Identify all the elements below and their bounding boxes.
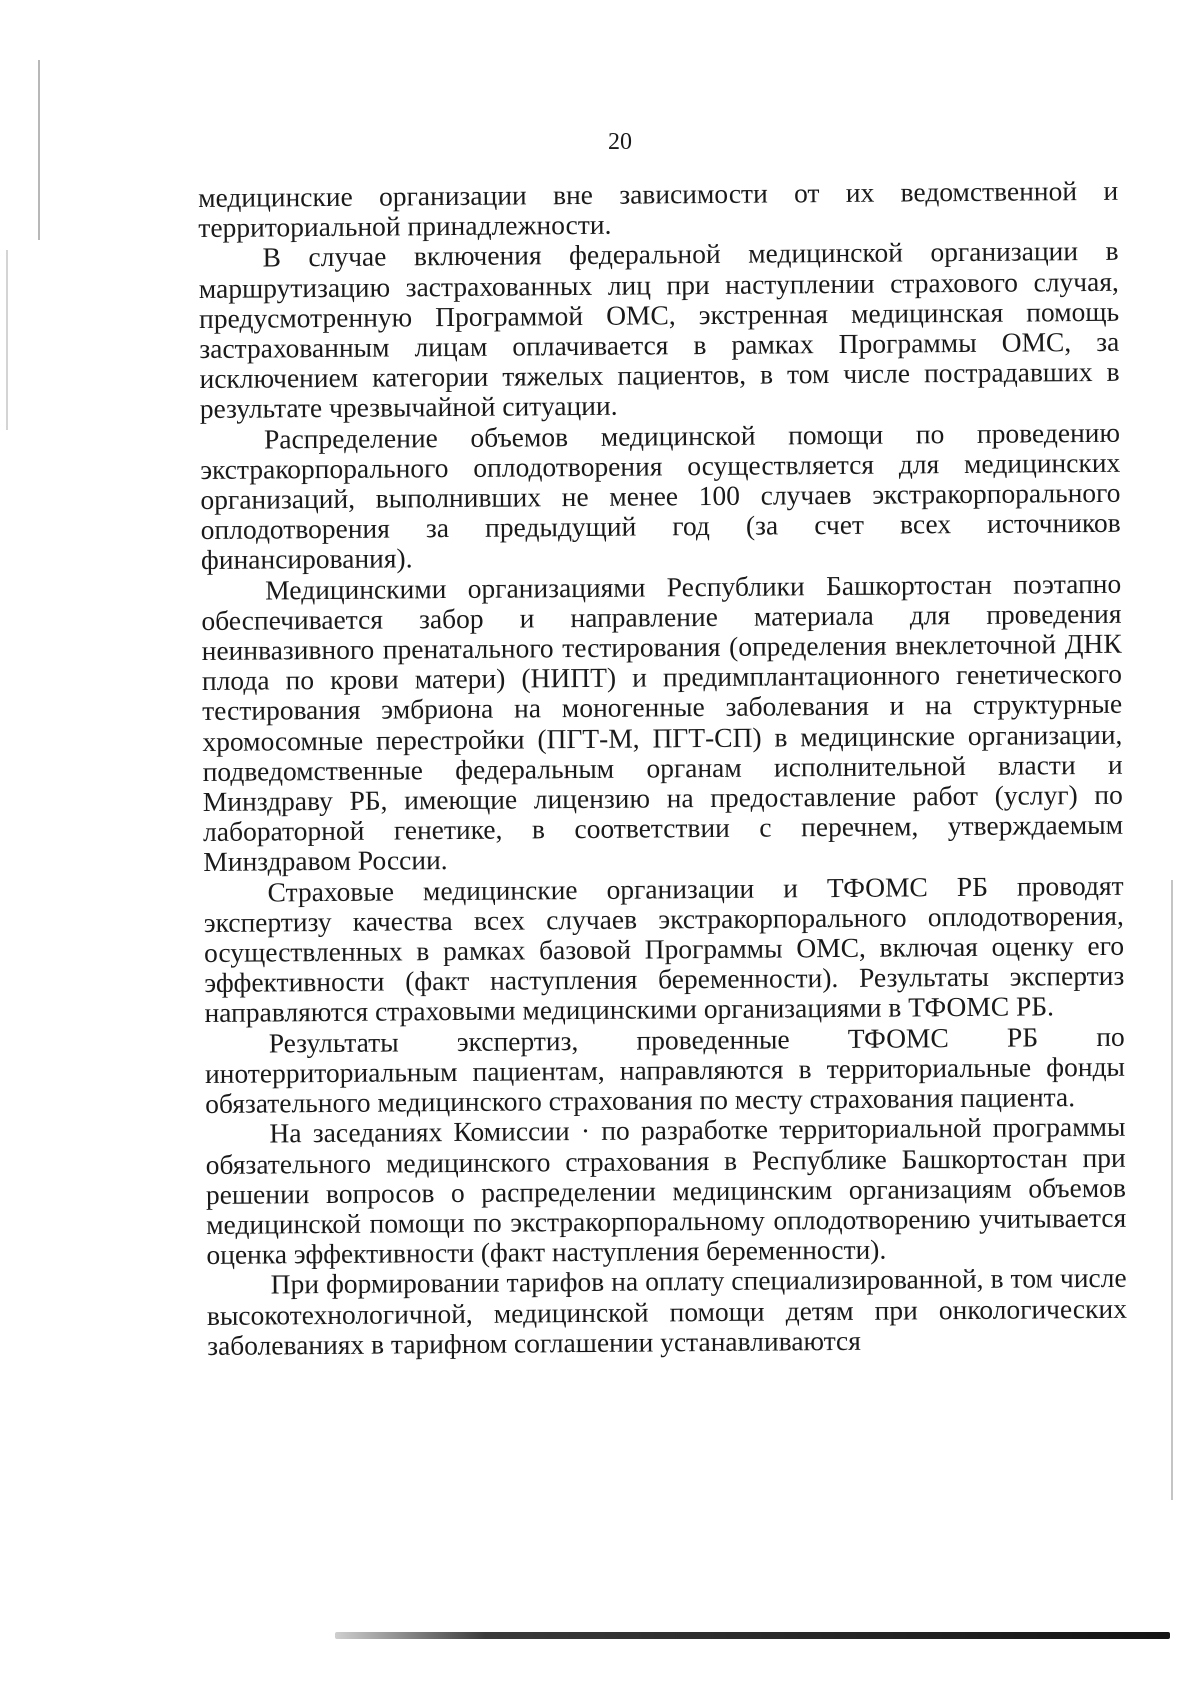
scan-edge-mark <box>6 250 8 430</box>
document-body <box>198 176 1127 1361</box>
paragraph: Страховые медицинские организации и ТФОМС РБ проводят экспертизу качества всех случаев экстракорпорального оплодотворения, осуществленных в рамках базовой Программы ОМС, включая оценку его эффективности (факт наступления беременности). Результаты экспертиз направляются страховыми медицинскими организациями в ТФОМС РБ. <box>203 869 1125 1029</box>
page-number: 20 <box>608 129 632 155</box>
paragraph: медицинские организации вне зависимости от их ведомственной и территориальной принадлежности. <box>197 174 1119 244</box>
paragraph: При формировании тарифов на оплату специализированной, в том числе высокотехнологичной, медицинской помощи детям при онкологических заболеваниях в тарифном соглашении устанавливаются <box>206 1262 1127 1361</box>
paragraph: Медицинскими организациями Республики Башкортостан поэтапно обеспечивается забор и направление материала для проведения неинвазивного пренатального тестирования (определения внеклеточной ДНК плода по крови матери) (НИПТ) и предимплантационного генетического тестирования эмбриона на моногенные заболевания и на структурные хромосомные перестройки (ПГТ-М, ПГТ-СП) в медицинские организации, подведомственные федеральным органам исполнительной власти и Минздраву РБ, имеющие лицензию на предоставление работ (услуг) по лабораторной генетике, в соответствии с перечнем, утверждаемым Минздравом России. <box>201 567 1124 878</box>
scan-edge-mark <box>1171 880 1173 1500</box>
paragraph: Распределение объемов медицинской помощи по проведению экстракорпорального оплодотворения осуществляется для медицинских организаций, выполнивших не менее 100 случаев экстракорпорального оплодотворения за предыдущий год (за счет всех источников финансирования). <box>200 416 1121 576</box>
footer-rule <box>335 1632 1170 1639</box>
paragraph: На заседаниях Комиссии · по разработке территориальной программы обязательного медицинского страхования в Республике Башкортостан при решении вопросов о распределении медицинским организациям объемов медицинской помощи по экстракорпоральному оплодотворению учитывается оценка эффективности (факт наступления беременности). <box>205 1111 1127 1271</box>
paragraph: Результаты экспертиз, проведенные ТФОМС РБ по инотерриториальным пациентам, направляются в территориальные фонды обязательного медицинского страхования по месту страхования пациента. <box>204 1020 1126 1120</box>
paragraph: В случае включения федеральной медицинской организации в маршрутизацию застрахованных лиц при наступлении страхового случая, предусмотренную Программой ОМС, экстренная медицинская помощь застрахованным лицам оплачивается в рамках Программы ОМС, за исключением категории тяжелых пациентов, в том числе пострадавших в результате чрезвычайной ситуации. <box>198 235 1120 425</box>
